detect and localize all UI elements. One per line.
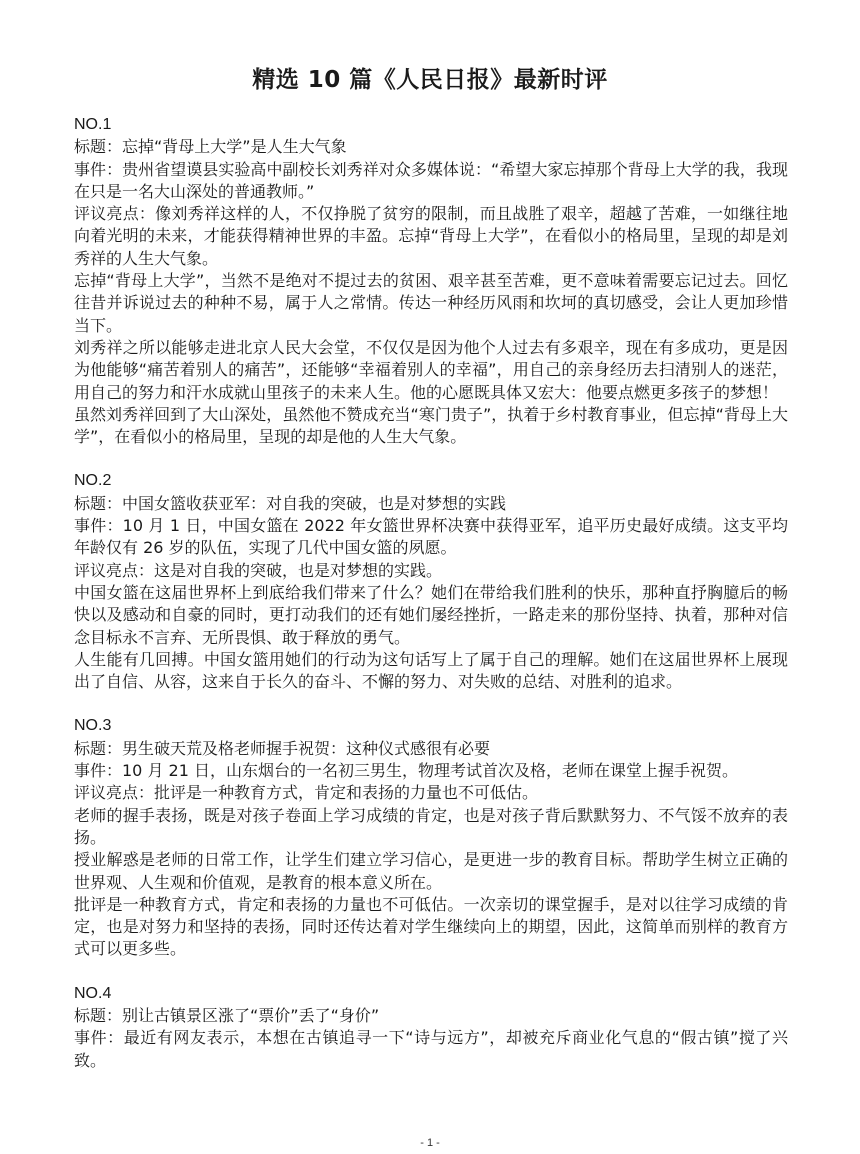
- section-paragraph: 授业解惑是老师的日常工作，让学生们建立学习信心，是更进一步的教育目标。帮助学生树立正确的世界观、人生观和价值观，是教育的根本意义所在。: [74, 850, 788, 892]
- document-body: [74, 114, 788, 1094]
- section-event: 事件：10 月 1 日，中国女篮在 2022 年女篮世界杯决赛中获得亚军，追平历史最好成绩。这支平均年龄仅有 26 岁的队伍，实现了几代中国女篮的夙愿。: [74, 516, 788, 558]
- section-paragraph: 中国女篮在这届世界杯上到底给我们带来了什么？她们在带给我们胜利的快乐，那种直抒胸臆后的畅快以及感动和自豪的同时，更打动我们的还有她们屡经挫折，一路走来的那份坚持、执着，那种对信念目标永不言弃、无所畏惧、敢于释放的勇气。: [74, 582, 788, 647]
- section-headline: 标题：别让古镇景区涨了“票价”丢了“身价”: [74, 1005, 380, 1025]
- section-no2: [74, 470, 788, 693]
- section-event: 事件：最近有网友表示，本想在古镇追寻一下“诗与远方”，却被充斥商业化气息的“假古镇”搅了兴致。: [74, 1028, 788, 1070]
- section-event: 事件：10 月 21 日，山东烟台的一名初三男生，物理考试首次及格，老师在课堂上握手祝贺。: [74, 761, 738, 781]
- section-highlight: 评议亮点：批评是一种教育方式，肯定和表扬的力量也不可低估。: [74, 783, 539, 803]
- section-headline: 标题：忘掉“背母上大学”是人生大气象: [74, 137, 347, 157]
- section-event: 事件：贵州省望谟县实验高中副校长刘秀祥对众多媒体说：“希望大家忘掉那个背母上大学的我，我现在只是一名大山深处的普通教师。”: [74, 159, 788, 201]
- section-number: NO.1: [74, 116, 112, 133]
- section-no3: [74, 715, 788, 960]
- section-paragraph: 人生能有几回搏。中国女篮用她们的行动为这句话写上了属于自己的理解。她们在这届世界杯上展现出了自信、从容，这来自于长久的奋斗、不懈的努力、对失败的总结、对胜利的追求。: [74, 649, 788, 692]
- section-paragraph: 老师的握手表扬，既是对孩子卷面上学习成绩的肯定，也是对孩子背后默默努力、不气馁不放弃的表扬。: [74, 805, 788, 847]
- section-highlight: 评议亮点：像刘秀祥这样的人，不仅挣脱了贫穷的限制，而且战胜了艰辛，超越了苦难，一如继往地向着光明的未来，才能获得精神世界的丰盈。忘掉“背母上大学”，在看似小的格局里，呈现的却是刘秀祥的人生大气象。: [74, 204, 788, 268]
- section-number: NO.2: [74, 472, 112, 490]
- section-number: NO.3: [74, 717, 112, 735]
- section-paragraph: 批评是一种教育方式，肯定和表扬的力量也不可低估。一次亲切的课堂握手，是对以往学习成绩的肯定，也是对努力和坚持的表扬，同时还传达着对学生继续向上的期望，因此，这简单而别样的教育方式可以更多些。: [74, 894, 788, 959]
- section-paragraph: 忘掉“背母上大学”，当然不是绝对不提过去的贫困、艰辛甚至苦难，更不意味着需要忘记过去。回忆往昔并诉说过去的种种不易，属于人之常情。传达一种经历风雨和坎坷的真切感受，会让人更加珍惜当下。: [74, 271, 788, 335]
- page-number: - 1 -: [420, 1137, 440, 1149]
- section-headline: 标题：中国女篮收获亚军：对自我的突破，也是对梦想的实践: [74, 493, 507, 513]
- section-no1: [74, 114, 788, 448]
- section-no4: [74, 983, 788, 1072]
- section-paragraph: 刘秀祥之所以能够走进北京人民大会堂，不仅仅是因为他个人过去有多艰辛，现在有多成功，更是因为他能够“痛苦着别人的痛苦”，还能够“幸福着别人的幸福”，用自己的亲身经历去扫清别人的迷茫，用自己的努力和汗水成就山里孩子的未来人生。他的心愿既具体又宏大：他要点燃更多孩子的梦想！: [74, 337, 788, 402]
- section-headline: 标题：男生破天荒及格老师握手祝贺：这种仪式感很有必要: [74, 738, 491, 758]
- section-paragraph: 虽然刘秀祥回到了大山深处，虽然他不赞成充当“寒门贵子”，执着于乡村教育事业，但忘掉“背母上大学”，在看似小的格局里，呈现的却是他的人生大气象。: [74, 404, 788, 447]
- section-number: NO.4: [74, 984, 112, 1002]
- document-title: 精选 10 篇《人民日报》最新时评: [252, 67, 608, 93]
- section-highlight: 评议亮点：这是对自我的突破，也是对梦想的实践。: [74, 560, 443, 580]
